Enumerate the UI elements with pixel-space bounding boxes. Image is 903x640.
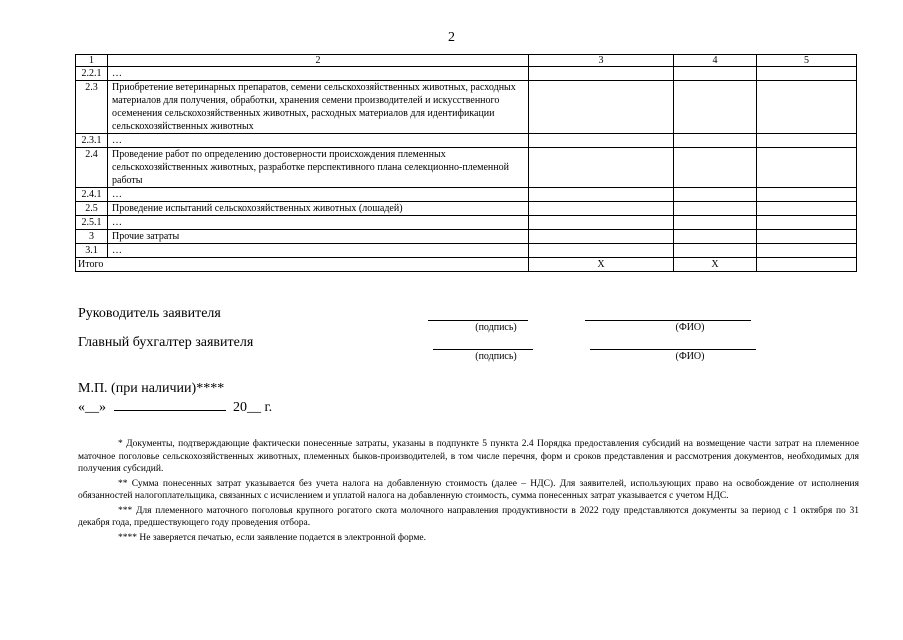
row-col4-cell [674, 134, 757, 148]
row-col5-cell [757, 148, 857, 188]
total-col4-cell: X [674, 258, 757, 272]
table-row [76, 216, 857, 230]
table-total-row [76, 258, 857, 272]
row-col5-cell [757, 188, 857, 202]
accountant-signature-label: Главный бухгалтер заявителя [78, 335, 254, 350]
accountant-name-line [590, 349, 756, 350]
row-description-cell: Проведение испытаний сельскохозяйственных животных (лошадей) [108, 202, 529, 216]
row-col5-cell [757, 202, 857, 216]
row-number-cell: 2.5 [76, 202, 108, 216]
date-line [78, 399, 272, 416]
row-col3-cell [529, 81, 674, 134]
total-label-cell: Итого [76, 258, 529, 272]
header-cell: 2 [108, 55, 529, 67]
row-description-cell: … [108, 188, 529, 202]
page-number: 2 [448, 30, 455, 45]
row-description-cell: … [108, 216, 529, 230]
row-number-cell: 2.5.1 [76, 216, 108, 230]
date-year: 20__ г. [233, 400, 273, 415]
accountant-signature-caption: (подпись) [475, 351, 517, 362]
row-col5-cell [757, 244, 857, 258]
row-col4-cell [674, 148, 757, 188]
row-col4-cell [674, 188, 757, 202]
head-name-caption: (ФИО) [675, 322, 705, 333]
stamp-note: М.П. (при наличии)**** [78, 381, 225, 396]
head-signature-caption: (подпись) [475, 322, 517, 333]
footnote: **** Не заверяется печатью, если заявление подается в электронной форме. [118, 532, 426, 543]
row-number-cell: 2.2.1 [76, 67, 108, 81]
total-col3-cell: X [529, 258, 674, 272]
row-col3-cell [529, 148, 674, 188]
row-col3-cell [529, 230, 674, 244]
row-col5-cell [757, 230, 857, 244]
table-row [76, 134, 857, 148]
table-row [76, 230, 857, 244]
row-description-cell: … [108, 67, 529, 81]
row-description-cell: … [108, 244, 529, 258]
head-signature-label: Руководитель заявителя [78, 306, 221, 321]
row-number-cell: 2.3.1 [76, 134, 108, 148]
row-col3-cell [529, 202, 674, 216]
date-month-blank [114, 399, 226, 411]
row-col3-cell [529, 216, 674, 230]
row-number-cell: 2.4.1 [76, 188, 108, 202]
row-number-cell: 2.4 [76, 148, 108, 188]
total-col5-cell [757, 258, 857, 272]
header-cell: 5 [757, 55, 857, 67]
footnotes [78, 438, 859, 546]
row-description-cell: Проведение работ по определению достоверности происхождения племенных сельскохозяйственных животных, разработке перспективного плана селекционно-племенной работы [108, 148, 529, 188]
footnote: * Документы, подтверждающие фактически понесенные затраты, указаны в подпункте 5 пункта 2.4 Порядка предоставления субсидий на возмещение части затрат на племенное маточное поголовье сельскохозяйственных животных, племенных быков-производителей, в том числе перечня, форм и сроков представления и рассмотрения документов, необходимых для получения субсидий. [78, 439, 859, 474]
row-description-cell: Приобретение ветеринарных препаратов, семени сельскохозяйственных животных, расходных материалов для получения, обработки, хранения семени производителей и искусственного осеменения сельскохозяйственных животных, расходных материалов для идентификации сельскохозяйственных животных [108, 81, 529, 134]
table-row [76, 81, 857, 134]
date-day: «__» [78, 400, 106, 415]
costs-table [75, 54, 857, 272]
table-row [76, 202, 857, 216]
table-row [76, 188, 857, 202]
header-cell: 3 [529, 55, 674, 67]
row-col4-cell [674, 244, 757, 258]
table-row [76, 148, 857, 188]
row-col4-cell [674, 81, 757, 134]
row-col5-cell [757, 81, 857, 134]
row-number-cell: 3.1 [76, 244, 108, 258]
row-number-cell: 3 [76, 230, 108, 244]
row-col5-cell [757, 67, 857, 81]
footnote: *** Для племенного маточного поголовья крупного рогатого скота молочного направления продуктивности в 2022 году представляются документы за период с 1 октября по 31 декабря года, предшествующего году проведения отбора. [78, 505, 859, 528]
table-header-row [76, 55, 857, 67]
row-col5-cell [757, 216, 857, 230]
row-col5-cell [757, 134, 857, 148]
row-col4-cell [674, 67, 757, 81]
row-col4-cell [674, 230, 757, 244]
row-col3-cell [529, 244, 674, 258]
row-col4-cell [674, 216, 757, 230]
head-signature-line [428, 320, 528, 321]
accountant-name-caption: (ФИО) [675, 351, 705, 362]
row-description-cell: … [108, 134, 529, 148]
table-row [76, 67, 857, 81]
row-col3-cell [529, 67, 674, 81]
row-number-cell: 2.3 [76, 81, 108, 134]
row-col3-cell [529, 134, 674, 148]
accountant-signature-line [433, 349, 533, 350]
header-cell: 4 [674, 55, 757, 67]
footnote: ** Сумма понесенных затрат указывается без учета налога на добавленную стоимость (далее – НДС). Для заявителей, использующих право на освобождение от исполнения обязанностей налогоплательщика, связанных с исчислением и уплатой налога на добавленную стоимость, сумма понесенных затрат указывается с учетом НДС. [78, 478, 859, 501]
row-col3-cell [529, 188, 674, 202]
header-cell: 1 [76, 55, 108, 67]
row-description-cell: Прочие затраты [108, 230, 529, 244]
row-col4-cell [674, 202, 757, 216]
head-name-line [585, 320, 751, 321]
table-row [76, 244, 857, 258]
